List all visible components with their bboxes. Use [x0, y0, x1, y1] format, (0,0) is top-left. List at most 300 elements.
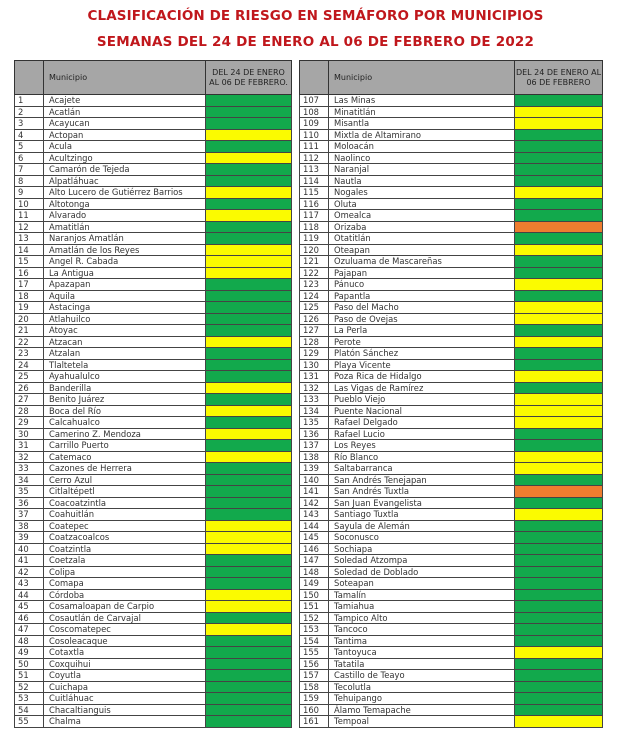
municipio-name: Naolinco [329, 152, 515, 164]
municipio-name: Acajete [44, 95, 206, 107]
table-row [300, 210, 603, 222]
municipio-number: 19 [15, 302, 44, 314]
municipio-number: 145 [300, 532, 329, 544]
risk-status-green [206, 313, 292, 325]
table-row [15, 647, 292, 659]
table-row [15, 221, 292, 233]
municipio-number: 147 [300, 555, 329, 567]
municipio-number: 143 [300, 509, 329, 521]
municipio-name: Coahuitlán [44, 509, 206, 521]
risk-status-green [515, 359, 603, 371]
municipio-name: Cuichapa [44, 681, 206, 693]
municipio-number: 126 [300, 313, 329, 325]
municipio-number: 32 [15, 451, 44, 463]
risk-status-yellow [206, 256, 292, 268]
table-row [300, 417, 603, 429]
table-row [15, 371, 292, 383]
municipio-name: Coatepec [44, 520, 206, 532]
table-row [15, 440, 292, 452]
municipio-name: Ozuluama de Mascareñas [329, 256, 515, 268]
municipio-number: 12 [15, 221, 44, 233]
risk-status-green [206, 704, 292, 716]
table-row [300, 394, 603, 406]
table-row [300, 175, 603, 187]
risk-status-green [206, 463, 292, 475]
risk-status-green [515, 256, 603, 268]
risk-status-green [206, 198, 292, 210]
table-row [15, 336, 292, 348]
municipio-number: 121 [300, 256, 329, 268]
municipio-number: 43 [15, 578, 44, 590]
municipio-number: 28 [15, 405, 44, 417]
table-row [300, 256, 603, 268]
table-row [300, 198, 603, 210]
document-subtitle: SEMANAS DEL 24 DE ENERO AL 06 DE FEBRERO DE 2022 [96, 34, 535, 50]
municipio-name: Rafael Delgado [329, 417, 515, 429]
risk-status-green [206, 141, 292, 153]
table-row [15, 348, 292, 360]
municipio-number: 108 [300, 106, 329, 118]
table-row [15, 267, 292, 279]
municipio-name: Alto Lucero de Gutiérrez Barrios [44, 187, 206, 199]
table-row [15, 589, 292, 601]
municipio-name: Sayula de Alemán [329, 520, 515, 532]
table-row [15, 405, 292, 417]
municipio-number: 131 [300, 371, 329, 383]
risk-status-green [206, 118, 292, 130]
table-row [300, 624, 603, 636]
municipio-name: Citlaltépetl [44, 486, 206, 498]
risk-status-green [206, 509, 292, 521]
risk-status-green [515, 670, 603, 682]
risk-table-right [299, 60, 603, 728]
risk-status-green [206, 371, 292, 383]
table-row [300, 463, 603, 475]
table-row [300, 348, 603, 360]
municipio-number: 39 [15, 532, 44, 544]
table-row [15, 279, 292, 291]
table-row [300, 313, 603, 325]
municipio-number: 31 [15, 440, 44, 452]
table-row [300, 221, 603, 233]
municipio-number: 127 [300, 325, 329, 337]
risk-status-green [206, 647, 292, 659]
municipio-number: 111 [300, 141, 329, 153]
municipio-name: Calcahualco [44, 417, 206, 429]
municipio-number: 128 [300, 336, 329, 348]
municipio-number: 140 [300, 474, 329, 486]
risk-status-yellow [206, 451, 292, 463]
municipio-name: Coacoatzintla [44, 497, 206, 509]
municipio-name: Colipa [44, 566, 206, 578]
municipio-number: 46 [15, 612, 44, 624]
municipio-name: Amatlán de los Reyes [44, 244, 206, 256]
table-row [300, 164, 603, 176]
municipio-number: 150 [300, 589, 329, 601]
municipio-number: 11 [15, 210, 44, 222]
municipio-name: Tehuipango [329, 693, 515, 705]
municipio-number: 9 [15, 187, 44, 199]
municipio-number: 49 [15, 647, 44, 659]
table-row [15, 658, 292, 670]
municipio-name: Cotaxtla [44, 647, 206, 659]
risk-status-yellow [206, 601, 292, 613]
municipio-number: 18 [15, 290, 44, 302]
municipio-number: 3 [15, 118, 44, 130]
risk-status-green [515, 152, 603, 164]
risk-status-yellow [206, 543, 292, 555]
risk-status-yellow [515, 417, 603, 429]
risk-status-yellow [515, 371, 603, 383]
municipio-name: Puente Nacional [329, 405, 515, 417]
table-row [300, 290, 603, 302]
municipio-name: La Antigua [44, 267, 206, 279]
municipio-name: Tempoal [329, 716, 515, 728]
municipio-name: Tantoyuca [329, 647, 515, 659]
risk-status-green [515, 325, 603, 337]
risk-status-green [206, 440, 292, 452]
risk-status-green [206, 612, 292, 624]
municipio-name: Tancoco [329, 624, 515, 636]
risk-status-yellow [206, 405, 292, 417]
municipio-name: Atoyac [44, 325, 206, 337]
municipio-number: 155 [300, 647, 329, 659]
municipio-name: Amatitlán [44, 221, 206, 233]
table-row [300, 440, 603, 452]
municipio-name: Coatzintla [44, 543, 206, 555]
municipio-name: Benito Juárez [44, 394, 206, 406]
municipio-name: Pánuco [329, 279, 515, 291]
municipio-name: San Andrés Tenejapan [329, 474, 515, 486]
table-row [15, 175, 292, 187]
table-row [15, 382, 292, 394]
table-row [300, 474, 603, 486]
risk-status-green [515, 589, 603, 601]
risk-status-green [206, 486, 292, 498]
risk-status-green [515, 233, 603, 245]
table-row [15, 520, 292, 532]
table-row [15, 681, 292, 693]
table-row [15, 624, 292, 636]
municipio-number: 7 [15, 164, 44, 176]
table-body [300, 95, 603, 728]
municipio-name: Nogales [329, 187, 515, 199]
risk-status-yellow [206, 520, 292, 532]
municipio-name: Oluta [329, 198, 515, 210]
table-row [15, 95, 292, 107]
municipio-name: San Juan Evangelista [329, 497, 515, 509]
municipio-number: 109 [300, 118, 329, 130]
municipio-name: Chacaltianguis [44, 704, 206, 716]
table-header-row [15, 61, 292, 95]
municipio-name: Córdoba [44, 589, 206, 601]
municipio-name: Misantla [329, 118, 515, 130]
risk-status-green [206, 325, 292, 337]
risk-status-green [515, 348, 603, 360]
risk-status-yellow [206, 210, 292, 222]
risk-status-green [206, 279, 292, 291]
municipio-number: 29 [15, 417, 44, 429]
table-row [15, 543, 292, 555]
municipio-name: Oteapan [329, 244, 515, 256]
table-row [300, 371, 603, 383]
table-row [300, 129, 603, 141]
municipio-name: Paso del Macho [329, 302, 515, 314]
risk-status-green [515, 382, 603, 394]
risk-table-left [14, 60, 292, 728]
risk-status-green [515, 578, 603, 590]
municipio-number: 129 [300, 348, 329, 360]
table-row [300, 716, 603, 728]
table-body [15, 95, 292, 728]
municipio-number: 27 [15, 394, 44, 406]
municipio-number: 146 [300, 543, 329, 555]
municipio-name: Cuitláhuac [44, 693, 206, 705]
municipio-name: Naranjal [329, 164, 515, 176]
municipio-number: 119 [300, 233, 329, 245]
risk-status-green [206, 221, 292, 233]
municipio-name: Angel R. Cabada [44, 256, 206, 268]
table-row [300, 106, 603, 118]
risk-status-yellow [206, 428, 292, 440]
risk-status-yellow [515, 313, 603, 325]
risk-status-green [206, 417, 292, 429]
municipio-name: Coscomatepec [44, 624, 206, 636]
municipio-number: 161 [300, 716, 329, 728]
municipio-name: Cosamaloapan de Carpio [44, 601, 206, 613]
municipio-name: Las Minas [329, 95, 515, 107]
municipio-name: Alvarado [44, 210, 206, 222]
municipio-number: 5 [15, 141, 44, 153]
municipio-name: Acultzingo [44, 152, 206, 164]
municipio-number: 2 [15, 106, 44, 118]
municipio-number: 51 [15, 670, 44, 682]
risk-status-yellow [515, 279, 603, 291]
risk-status-yellow [206, 336, 292, 348]
table-row [15, 313, 292, 325]
table-row [15, 693, 292, 705]
risk-status-yellow [515, 118, 603, 130]
municipio-name: Pueblo Viejo [329, 394, 515, 406]
municipio-name: Los Reyes [329, 440, 515, 452]
municipio-number: 135 [300, 417, 329, 429]
municipio-number: 53 [15, 693, 44, 705]
municipio-name: Acayucan [44, 118, 206, 130]
municipio-number: 38 [15, 520, 44, 532]
municipio-number: 42 [15, 566, 44, 578]
municipio-number: 122 [300, 267, 329, 279]
table-row [15, 394, 292, 406]
municipio-name: Sochiapa [329, 543, 515, 555]
table-row [15, 106, 292, 118]
municipio-number: 16 [15, 267, 44, 279]
risk-status-yellow [206, 589, 292, 601]
risk-status-green [206, 693, 292, 705]
risk-status-green [206, 658, 292, 670]
municipio-number: 153 [300, 624, 329, 636]
municipio-name: Soledad Atzompa [329, 555, 515, 567]
municipio-name: Soconusco [329, 532, 515, 544]
risk-status-green [515, 681, 603, 693]
municipio-name: San Andrés Tuxtla [329, 486, 515, 498]
table-row [300, 336, 603, 348]
municipio-name: Omealca [329, 210, 515, 222]
risk-status-yellow [206, 382, 292, 394]
table-row [15, 290, 292, 302]
risk-status-green [515, 175, 603, 187]
table-row [300, 382, 603, 394]
municipio-name: Ayahualulco [44, 371, 206, 383]
municipio-number: 115 [300, 187, 329, 199]
municipio-name: Tamalín [329, 589, 515, 601]
risk-status-green [515, 520, 603, 532]
municipio-name: Rafael Lucio [329, 428, 515, 440]
municipio-name: Atzacan [44, 336, 206, 348]
municipio-name: Naranjos Amatlán [44, 233, 206, 245]
table-row [300, 302, 603, 314]
table-row [300, 578, 603, 590]
table-row [300, 647, 603, 659]
table-row [300, 543, 603, 555]
risk-status-green [206, 348, 292, 360]
table-row [15, 451, 292, 463]
municipio-number: 10 [15, 198, 44, 210]
municipio-number: 123 [300, 279, 329, 291]
municipio-number: 152 [300, 612, 329, 624]
risk-status-green [206, 681, 292, 693]
risk-status-green [515, 141, 603, 153]
municipio-name: Poza Rica de Hidalgo [329, 371, 515, 383]
table-row [15, 486, 292, 498]
municipio-number: 124 [300, 290, 329, 302]
table-row [300, 405, 603, 417]
risk-status-yellow [515, 405, 603, 417]
municipio-number: 112 [300, 152, 329, 164]
municipio-name: Castillo de Teayo [329, 670, 515, 682]
municipio-number: 125 [300, 302, 329, 314]
risk-status-yellow [206, 267, 292, 279]
risk-status-green [206, 394, 292, 406]
risk-status-orange [515, 486, 603, 498]
municipio-name: Moloacán [329, 141, 515, 153]
risk-status-green [515, 658, 603, 670]
table-row [300, 152, 603, 164]
municipio-number: 158 [300, 681, 329, 693]
table-row [300, 428, 603, 440]
table-row [300, 497, 603, 509]
municipio-name: Atlahuilco [44, 313, 206, 325]
municipio-name: Santiago Tuxtla [329, 509, 515, 521]
municipio-number: 157 [300, 670, 329, 682]
municipio-number: 142 [300, 497, 329, 509]
table-row [300, 635, 603, 647]
table-row [300, 658, 603, 670]
risk-status-yellow [206, 187, 292, 199]
municipio-name: Soteapan [329, 578, 515, 590]
risk-status-green [206, 175, 292, 187]
municipio-number: 55 [15, 716, 44, 728]
municipio-number: 159 [300, 693, 329, 705]
municipio-number: 35 [15, 486, 44, 498]
municipio-name: Carrillo Puerto [44, 440, 206, 452]
municipio-number: 4 [15, 129, 44, 141]
risk-status-green [206, 578, 292, 590]
risk-status-yellow [515, 394, 603, 406]
municipio-name: Perote [329, 336, 515, 348]
municipio-name: Catemaco [44, 451, 206, 463]
table-row [15, 612, 292, 624]
municipio-name: Banderilla [44, 382, 206, 394]
table-row [15, 497, 292, 509]
risk-status-green [206, 106, 292, 118]
table-row [300, 566, 603, 578]
table-row [300, 187, 603, 199]
table-row [15, 716, 292, 728]
risk-status-green [515, 704, 603, 716]
risk-status-green [206, 497, 292, 509]
table-row [15, 463, 292, 475]
risk-status-green [206, 474, 292, 486]
risk-status-yellow [206, 244, 292, 256]
municipio-number: 120 [300, 244, 329, 256]
municipio-number: 156 [300, 658, 329, 670]
status-column-header: DEL 24 DE ENERO AL 06 DE FEBRERO. [206, 61, 292, 95]
table-row [300, 233, 603, 245]
risk-status-green [515, 267, 603, 279]
municipio-number: 139 [300, 463, 329, 475]
municipio-name: Coetzala [44, 555, 206, 567]
table-row [300, 359, 603, 371]
municipio-number: 17 [15, 279, 44, 291]
table-row [300, 244, 603, 256]
municipio-number: 132 [300, 382, 329, 394]
table-row [300, 451, 603, 463]
table-row [15, 359, 292, 371]
municipio-name: Camerino Z. Mendoza [44, 428, 206, 440]
municipio-name: Álamo Temapache [329, 704, 515, 716]
municipio-name: Otatitlán [329, 233, 515, 245]
risk-status-yellow [515, 244, 603, 256]
municipio-number: 160 [300, 704, 329, 716]
municipio-column-header: Municipio [44, 61, 206, 95]
table-row [300, 670, 603, 682]
risk-status-yellow [206, 152, 292, 164]
municipio-name: Apazapan [44, 279, 206, 291]
risk-status-green [515, 624, 603, 636]
risk-status-green [206, 290, 292, 302]
table-row [15, 152, 292, 164]
municipio-number: 1 [15, 95, 44, 107]
municipio-number: 54 [15, 704, 44, 716]
municipio-number: 6 [15, 152, 44, 164]
municipio-number: 33 [15, 463, 44, 475]
municipio-number: 36 [15, 497, 44, 509]
municipio-number: 149 [300, 578, 329, 590]
municipio-name: Tecolutla [329, 681, 515, 693]
municipio-number: 137 [300, 440, 329, 452]
municipio-number: 13 [15, 233, 44, 245]
risk-status-yellow [515, 187, 603, 199]
municipio-number: 45 [15, 601, 44, 613]
table-row [15, 325, 292, 337]
status-column-header: DEL 24 DE ENERO AL 06 DE FEBRERO [515, 61, 603, 95]
table-row [15, 210, 292, 222]
municipio-name: Mixtla de Altamirano [329, 129, 515, 141]
risk-status-green [515, 210, 603, 222]
municipio-number: 118 [300, 221, 329, 233]
table-row [300, 95, 603, 107]
municipio-number: 41 [15, 555, 44, 567]
